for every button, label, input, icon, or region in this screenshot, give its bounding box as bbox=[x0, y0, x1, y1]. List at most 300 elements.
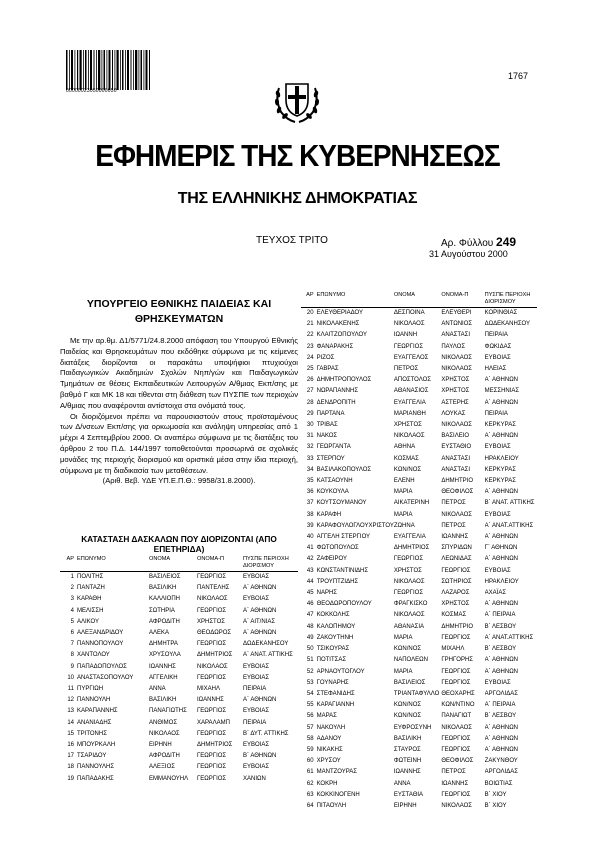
cell-surname: ΜΠΟΥΡΚΑΛΗ bbox=[77, 742, 116, 749]
cell-region: ΠΕΙΡΑΙΑ bbox=[243, 686, 267, 693]
cell-region: ΠΕΙΡΑΙΑ bbox=[484, 332, 508, 339]
cell-surname: ΣΤΕΡΠΟΥ bbox=[316, 455, 345, 462]
cell-father: ΚΩΝ/ΝΤΙΝΟ bbox=[441, 702, 475, 709]
cell-surname: ΚΑΤΣΑΟΥΝΗ bbox=[316, 478, 353, 485]
cell-father: ΘΕΟΔΩΡΟΣ bbox=[197, 630, 232, 637]
col-header-name: ΟΝΟΜΑ bbox=[394, 292, 441, 308]
cell-region: ΕΥΒΟΙΑΣ bbox=[243, 742, 270, 749]
cell-no: 59 bbox=[306, 746, 314, 753]
sheet-number bbox=[441, 235, 516, 249]
cell-name: ΔΕΣΠΟΙΝΑ bbox=[393, 310, 425, 316]
table-row bbox=[301, 622, 537, 633]
cell-surname: ΔΕΝΔΡΟΠΙΤΗ bbox=[316, 399, 356, 406]
cell-surname: ΝΑΚΟΥΛΗ bbox=[316, 724, 346, 731]
cell-surname: ΠΙΤΑΟΥΛΗ bbox=[316, 802, 347, 809]
cell-no: 58 bbox=[306, 735, 314, 742]
cell-father: ΓΕΩΡΓΙΟΣ bbox=[441, 567, 471, 574]
cell-name: ΒΑΣΙΛΕΙΟΣ bbox=[149, 574, 181, 580]
col-header-no: ΑΡ bbox=[301, 292, 317, 308]
cell-name: ΜΑΡΙΑ bbox=[393, 634, 413, 641]
issue-date: 31 Αυγούστου 2000 bbox=[429, 249, 508, 259]
col-header-no: ΑΡ bbox=[60, 556, 77, 572]
cell-no: 57 bbox=[306, 724, 314, 731]
page-title: ΕΦΗΜΕΡΙΣ ΤΗΣ ΚΥΒΕΡΝΗΣΕΩΣ bbox=[95, 138, 500, 173]
table-row bbox=[301, 498, 537, 509]
table-row bbox=[301, 779, 537, 790]
table-row bbox=[60, 774, 298, 785]
cell-no: 37 bbox=[306, 500, 314, 507]
cell-surname: ΠΑΝΤΑΖΗ bbox=[77, 585, 105, 592]
cell-surname: ΚΟΚΚΟΛΗΣ bbox=[316, 612, 350, 619]
cell-name: ΝΙΚΟΛΑΟΣ bbox=[393, 578, 425, 585]
cell-no: 53 bbox=[306, 679, 314, 686]
cell-surname: ΤΡΟΥΠΤΖΙΔΗΣ bbox=[316, 578, 359, 585]
table-title: ΚΑΤΑΣΤΑΣΗ ΔΑΣΚΑΛΩΝ ΠΟΥ ΔΙΟΡΙΖΟΝΤΑΙ (ΑΠΟ ΕΠΕΤΗΡΙΔΑ) bbox=[81, 534, 277, 554]
page-subtitle: ΤΗΣ ΕΛΛΗΝΙΚΗΣ ΔΗΜΟΚΡΑΤΙΑΣ bbox=[177, 190, 418, 207]
cell-region: Α΄ ΑΝΑΤ. ΑΤΤΙΚΗΣ bbox=[243, 652, 293, 659]
cell-no: 19 bbox=[67, 775, 74, 782]
cell-father: ΓΕΩΡΓΙΟΣ bbox=[197, 574, 227, 580]
cell-region: Α΄ ΑΘΗΝΩΝ bbox=[243, 630, 277, 637]
table-row bbox=[60, 695, 298, 706]
cell-surname: ΑΓΓΕΛΗ ΣΤΕΡΓΙΟΥ bbox=[316, 534, 371, 541]
cell-region: ΕΥΒΟΙΑΣ bbox=[243, 574, 270, 580]
cell-no: 24 bbox=[306, 354, 314, 361]
cell-name: ΝΙΚΟΛΑΟΣ bbox=[393, 433, 425, 440]
cell-name: ΒΑΣΙΛΙΚΗ bbox=[149, 585, 177, 592]
table-row bbox=[301, 532, 537, 543]
cell-surname: ΑΛΕΞΑΝΔΡΙΔΟΥ bbox=[77, 630, 124, 637]
cell-name: ΝΑΠΟΛΕΩΝ bbox=[393, 657, 428, 664]
cell-surname: ΒΑΣΙΛΑΚΟΠΟΥΛΟΣ bbox=[316, 466, 372, 473]
cell-no: 42 bbox=[306, 556, 314, 563]
table-row bbox=[301, 431, 537, 442]
cell-region: ΕΥΒΟΙΑΣ bbox=[243, 596, 270, 603]
cell-no: 43 bbox=[306, 567, 314, 574]
cell-name: ΣΤΑΥΡΟΣ bbox=[393, 746, 421, 753]
cell-no: 46 bbox=[306, 601, 314, 608]
table-row bbox=[301, 554, 537, 565]
col-header-name: ΟΝΟΜΑ bbox=[149, 556, 197, 572]
cell-no: 30 bbox=[306, 422, 314, 429]
decision-paragraph: Οι διοριζόμενοι πρέπει να παρουσιαστούν στους προϊσταμένους των Δ/νσεων Εκπ/σης για ορκωμοσία και ανάληψη υπηρεσίας από 1 μέχρι 4 Σεπτεμβρίου 2000. Οι αναπέρω σύμφωνα με τις διατάξεις του άρθρου 2 του Π.Δ. 144/1997 τοποθετούνται προσωρινά σε σχολικές μονάδες της περιοχής διορισμού και οριστικά μέσα στην ίδια περιοχή, σύμφωνα με τη διαδικασία των μεταθέσεων. bbox=[60, 411, 298, 475]
cell-father: ΓΕΩΡΓΙΟΣ bbox=[441, 735, 471, 742]
cell-name: ΧΡΗΣΤΟΣ bbox=[393, 567, 422, 574]
table-row bbox=[301, 353, 537, 364]
cell-name: ΕΙΡΗΝΗ bbox=[149, 742, 172, 749]
cell-region: ΕΥΒΟΙΑΣ bbox=[484, 354, 511, 361]
cell-region: Α΄ ΑΙΤ/ΝΙΑΣ bbox=[243, 618, 276, 625]
cell-no: 62 bbox=[306, 780, 314, 787]
cell-region: Β΄ ΧΙΟΥ bbox=[484, 802, 507, 809]
cell-surname: ΚΟΚΚΙΝΟΓΕΝΗ bbox=[316, 791, 360, 798]
cell-no: 32 bbox=[306, 444, 314, 451]
cell-father: ΠΑΝΑΓΙΩΤ bbox=[441, 713, 472, 720]
cell-region: Β΄ ΧΙΟΥ bbox=[484, 791, 507, 798]
cell-no: 25 bbox=[306, 366, 314, 373]
cell-name: ΔΗΜΗΤΡΙΟΣ bbox=[393, 545, 430, 552]
cell-father: ΓΕΩΡΓΙΟΣ bbox=[197, 641, 227, 648]
col-header-region: ΠΥΣΠΕ ΠΕΡΙΟΧΗ ΔΙΟΡΙΣΜΟΥ bbox=[485, 292, 537, 308]
table-row bbox=[301, 510, 537, 521]
cell-father: ΘΕΟΦΙΛΟΣ bbox=[441, 489, 474, 496]
cell-no: 29 bbox=[306, 410, 314, 417]
cell-surname: ΑΔΑΝΟΥ bbox=[316, 735, 342, 742]
table-row bbox=[301, 487, 537, 498]
cell-no: 20 bbox=[306, 310, 314, 316]
cell-surname: ΠΑΝΝΟΠΟΥΛΟΥ bbox=[77, 641, 124, 648]
cell-name: ΤΡΙΑΝΤΑΦΥΛΛΟ bbox=[393, 690, 440, 697]
cell-father: ΔΗΜΗΤΡΙΟΣ bbox=[197, 742, 233, 749]
cell-no: 39 bbox=[306, 522, 314, 529]
cell-name: ΓΕΩΡΓΙΟΣ bbox=[393, 590, 424, 597]
cell-region: Α΄ ΑΘΗΝΩΝ bbox=[484, 399, 519, 406]
table-row bbox=[301, 588, 537, 599]
table-row bbox=[301, 465, 537, 476]
cell-region: ΕΥΒΟΙΑΣ bbox=[484, 444, 511, 451]
cell-father: ΓΕΩΡΓΙΟΣ bbox=[197, 708, 227, 715]
cell-surname: ΓΟΥΝΑΡΗΣ bbox=[316, 679, 349, 686]
cell-no: 33 bbox=[306, 455, 314, 462]
cell-name: ΕΜΜΑΝΟΥΗΛ bbox=[149, 775, 189, 782]
cell-surname: ΡΙΖΟΣ bbox=[316, 354, 335, 361]
cell-region: Β΄ ΛΕΣΒΟΥ bbox=[484, 623, 517, 630]
col-header-surname: ΕΠΩΝΥΜΟ bbox=[317, 292, 394, 308]
cell-region: Α΄ ΑΘΗΝΩΝ bbox=[484, 746, 519, 753]
cell-region: Β΄ ΛΕΣΒΟΥ bbox=[484, 646, 517, 653]
cell-father: ΚΟΣΜΑΣ bbox=[441, 612, 467, 619]
cell-name: ΣΩΤΗΡΙΑ bbox=[149, 607, 175, 614]
cell-surname: ΚΑΡΑΠΑΝΝΗΣ bbox=[77, 708, 118, 715]
cell-no: 49 bbox=[306, 634, 314, 641]
cell-surname: ΠΟΛΙΤΗΣ bbox=[77, 574, 104, 580]
cell-name: ΧΡΥΣΟΥΛΑ bbox=[149, 652, 181, 659]
cell-father: ΠΑΥΛΟΣ bbox=[441, 343, 466, 350]
cell-surname: ΔΗΜΗΤΡΟΠΟΥΛΟΣ bbox=[316, 377, 372, 384]
decision-text bbox=[60, 336, 298, 487]
cell-father: ΙΩΑΝΝΗΣ bbox=[441, 534, 469, 541]
cell-father: ΙΩΑΝΝΗΣ bbox=[441, 780, 469, 787]
cell-surname: ΠΑΠΑΔΟΠΟΥΛΟΣ bbox=[77, 663, 127, 670]
cell-region: Α΄ ΑΘΗΝΩΝ bbox=[484, 724, 519, 731]
cell-no: 27 bbox=[306, 388, 314, 395]
cell-name: ΑΘΑΝΑΣΙΟΣ bbox=[393, 388, 429, 395]
cell-surname: ΜΑΝΤΖΟΥΡΑΣ bbox=[316, 769, 358, 776]
cell-father: ΓΕΩΡΓΙΟΣ bbox=[441, 791, 471, 798]
cell-father: ΕΛΕΥΘΕΡΙ bbox=[441, 310, 472, 316]
cell-surname: ΑΛΙΚΟΥ bbox=[77, 618, 99, 625]
cell-no: 11 bbox=[67, 686, 74, 693]
table-row bbox=[301, 342, 537, 353]
cell-surname: ΚΛΑΙΤΖΟΠΟΥΛΟΥ bbox=[316, 332, 368, 339]
col-header-surname: ΕΠΩΝΥΜΟ bbox=[77, 556, 149, 572]
cell-surname: ΚΑΡΑΦΟΥΛΟΓΛΟΥΧΡΙΣΤΟΥ bbox=[316, 522, 394, 529]
cell-no: 2 bbox=[70, 585, 74, 592]
cell-no: 13 bbox=[67, 708, 74, 715]
cell-region: Β΄ ΔΥΤ. ΑΤΤΙΚΗΣ bbox=[243, 730, 289, 737]
cell-surname: ΖΑΚΟΥΤΗΝΗ bbox=[316, 634, 354, 641]
cell-father: ΠΕΤΡΟΣ bbox=[441, 500, 466, 507]
cell-region: Α΄ ΠΕΙΡΑΙΑ bbox=[484, 612, 516, 619]
cell-no: 7 bbox=[70, 641, 74, 648]
cell-surname: ΠΟΤΙΤΣΑΣ bbox=[316, 657, 347, 664]
table-row bbox=[301, 801, 537, 812]
cell-region: ΔΩΔΕΚΑΝΗΣΟΥ bbox=[484, 321, 531, 328]
cell-region: Β΄ ΑΝΑΤ. ΑΤΤΙΚΗΣ bbox=[484, 500, 535, 507]
cell-surname: ΜΑΡΑΣ bbox=[316, 713, 337, 720]
cell-region: Α΄ ΑΘΗΝΩΝ bbox=[484, 534, 519, 541]
cell-surname: ΤΡΙΒΑΣ bbox=[316, 422, 338, 429]
cell-no: 14 bbox=[67, 719, 74, 726]
cell-father: ΑΝΑΣΤΑΣΙ bbox=[441, 466, 470, 473]
cell-region: ΔΩΔΕΚΑΝΗΣΟΥ bbox=[243, 641, 289, 648]
table-row bbox=[301, 566, 537, 577]
cell-surname: ΧΑΝΤΟΛΟΥ bbox=[77, 652, 110, 659]
cell-no: 40 bbox=[306, 534, 314, 541]
cell-no: 1 bbox=[70, 574, 74, 580]
col-header-father: ΟΝΟΜΑ-Π bbox=[441, 292, 484, 308]
cell-father: ΓΕΩΡΓΙΟΣ bbox=[197, 607, 227, 614]
cell-name: ΑΝΝΑ bbox=[393, 780, 411, 787]
cell-region: ΖΑΚΥΝΘΟΥ bbox=[484, 758, 518, 765]
cell-name: ΚΑΛΛΙΟΠΗ bbox=[149, 596, 181, 603]
cell-surname: ΑΝΑΣΤΑΣΟΠΟΥΛΟΥ bbox=[77, 674, 134, 681]
cell-father: ΔΗΜΗΤΡΙΟΣ bbox=[197, 652, 233, 659]
cell-region: ΕΥΒΟΙΑΣ bbox=[484, 511, 511, 518]
cell-father: ΓΡΗΓΟΡΗΣ bbox=[441, 657, 473, 664]
cell-name: ΕΥΑΓΓΕΛΙΑ bbox=[393, 534, 426, 541]
cell-name: ΒΑΣΙΛΙΚΗ bbox=[393, 735, 422, 742]
cell-surname: ΣΤΕΦΑΝΙΔΗΣ bbox=[316, 690, 355, 697]
table-row bbox=[60, 617, 298, 628]
page-number: 1767 bbox=[508, 71, 529, 81]
cell-region: ΕΥΒΟΙΑΣ bbox=[243, 764, 270, 771]
cell-name: ΜΑΡΙΑ bbox=[393, 668, 413, 675]
cell-no: 6 bbox=[70, 630, 74, 637]
cell-name: ΝΙΚΟΛΑΟΣ bbox=[149, 730, 180, 737]
cell-surname: ΚΑΡΑΓΙΑΝΝΗ bbox=[316, 702, 355, 709]
cell-region: Α΄ ΑΘΗΝΩΝ bbox=[484, 433, 519, 440]
cell-name: ΑΛΕΚΑ bbox=[149, 630, 170, 637]
cell-father: ΝΙΚΟΛΑΟΣ bbox=[441, 511, 472, 518]
table-row bbox=[301, 610, 537, 621]
cell-father: ΕΥΣΤΑΘΙΟ bbox=[441, 444, 472, 451]
cell-father: ΝΙΚΟΛΑΟΣ bbox=[441, 802, 472, 809]
cell-no: 47 bbox=[306, 612, 314, 619]
cell-region: Α΄ ΑΘΗΝΩΝ bbox=[484, 668, 519, 675]
cell-region: Β΄ ΑΘΗΝΩΝ bbox=[243, 753, 277, 760]
cell-region: ΕΥΒΟΙΑΣ bbox=[484, 567, 511, 574]
table-row bbox=[301, 790, 537, 801]
cell-father: ΝΙΚΟΛΑΟΣ bbox=[197, 663, 228, 670]
cell-no: 63 bbox=[306, 791, 314, 798]
cell-no: 17 bbox=[67, 753, 74, 760]
table-row bbox=[301, 700, 537, 711]
cell-region: Γ΄ ΑΘΗΝΩΝ bbox=[484, 545, 518, 552]
cell-region: ΚΕΡΚΥΡΑΣ bbox=[484, 422, 516, 429]
cell-name: ΑΓΓΕΛΙΚΗ bbox=[149, 674, 178, 681]
table-row bbox=[60, 706, 298, 717]
cell-region: ΚΟΡΙΝΘΙΑΣ bbox=[484, 310, 518, 316]
cell-father: ΛΟΥΚΑΣ bbox=[441, 410, 466, 417]
cell-name: ΜΑΡΙΑ bbox=[393, 511, 413, 518]
table-row bbox=[301, 767, 537, 778]
table-row bbox=[301, 375, 537, 386]
cell-surname: ΚΑΛΟΠΗΜΟΥ bbox=[316, 623, 356, 630]
table-row bbox=[60, 729, 298, 740]
table-row bbox=[60, 606, 298, 617]
ministry-heading: ΥΠΟΥΡΓΕΙΟ ΕΘΝΙΚΗΣ ΠΑΙΔΕΙΑΣ ΚΑΙ ΘΡΗΣΚΕΥΜΑΤΩΝ bbox=[86, 298, 272, 325]
cell-name: ΑΠΟΣΤΟΛΟΣ bbox=[393, 377, 431, 384]
cell-no: 48 bbox=[306, 623, 314, 630]
cell-region: Α΄ ΑΝΑΤ.ΑΤΤΙΚΗΣ bbox=[484, 634, 534, 641]
cell-father: ΧΡΗΣΤΟΣ bbox=[441, 377, 470, 384]
cell-surname: ΚΑΡΑΘΗ bbox=[77, 596, 102, 603]
table-row bbox=[301, 476, 537, 487]
cell-region: Α΄ ΑΘΗΝΩΝ bbox=[243, 585, 277, 592]
cell-region: Α΄ ΑΝΑΤ.ΑΤΤΙΚΗΣ bbox=[484, 522, 534, 529]
table-row bbox=[301, 308, 537, 320]
cell-region: ΜΕΣΣΗΝΙΑΣ bbox=[484, 388, 520, 395]
cell-father: ΓΕΩΡΓΙΟΣ bbox=[441, 746, 471, 753]
table-row bbox=[60, 650, 298, 661]
table-row bbox=[301, 644, 537, 655]
cell-region: Α΄ ΑΘΗΝΩΝ bbox=[484, 601, 519, 608]
cell-surname: ΝΩΡΑΠΑΝΝΗΣ bbox=[316, 388, 359, 395]
cell-father: ΓΕΩΡΓΙΟΣ bbox=[197, 730, 227, 737]
table-row bbox=[301, 734, 537, 745]
table-row bbox=[301, 442, 537, 453]
decision-reference: (Αριθ. Βεβ. ΥΔΕ ΥΠ.Ε.Π.Θ.: 9958/31.8.2000). bbox=[102, 476, 256, 486]
cell-father: ΑΣΤΕΡΗΣ bbox=[441, 399, 469, 406]
cell-surname: ΘΕΟΔΩΡΟΠΟΥΛΟΥ bbox=[316, 601, 372, 608]
cell-father: ΝΙΚΟΛΑΟΣ bbox=[441, 354, 472, 361]
cell-name: ΚΟΣΜΑΣ bbox=[393, 455, 419, 462]
cell-father: ΛΑΖΑΡΟΣ bbox=[441, 590, 470, 597]
cell-father: ΜΙΧΑΗΛ bbox=[441, 646, 465, 653]
cell-no: 15 bbox=[67, 730, 74, 737]
sheet-label: Αρ. Φύλλου bbox=[441, 238, 494, 249]
cell-father: ΠΑΝΤΕΛΗΣ bbox=[197, 585, 230, 592]
cell-father: ΓΕΩΡΓΙΟΣ bbox=[197, 674, 227, 681]
barcode-number: 00000023050000050 bbox=[66, 88, 117, 94]
cell-region: ΑΡΓΟΛΙΔΑΣ bbox=[484, 690, 518, 697]
cell-name: ΦΡΑΓΚΙΣΚΟ bbox=[393, 601, 428, 608]
table-row bbox=[301, 599, 537, 610]
cell-name: ΕΥΑΓΓΕΛΙΑ bbox=[393, 399, 426, 406]
cell-father: ΧΡΗΣΤΟΣ bbox=[441, 601, 470, 608]
appointments-table-right bbox=[301, 292, 537, 812]
cell-name: ΓΕΩΡΓΙΟΣ bbox=[393, 343, 424, 350]
cell-no: 60 bbox=[306, 758, 314, 765]
cell-father: ΓΕΩΡΓΙΟΣ bbox=[197, 764, 227, 771]
col-header-father: ΟΝΟΜΑ-Π bbox=[197, 556, 243, 572]
cell-region: Α΄ ΠΕΙΡΑΙΑ bbox=[484, 702, 516, 709]
table-row bbox=[301, 319, 537, 330]
cell-name: ΕΥΦΡΟΣΥΝΗ bbox=[393, 724, 432, 731]
cell-surname: ΝΑΚΟΣ bbox=[316, 433, 338, 440]
cell-father: ΒΑΣΙΛΕΙΟ bbox=[441, 433, 470, 440]
cell-no: 10 bbox=[67, 674, 74, 681]
cell-father: ΙΩΑΝΝΗΣ bbox=[197, 697, 224, 704]
cell-no: 41 bbox=[306, 545, 314, 552]
cell-surname: ΝΙΚΑΚΗΣ bbox=[316, 746, 343, 753]
cell-no: 38 bbox=[306, 511, 314, 518]
cell-surname: ΚΑΡΑΦΗ bbox=[316, 511, 342, 518]
cell-surname: ΕΛΕΥΘΕΡΙΑΔΟΥ bbox=[316, 310, 363, 316]
table-row bbox=[60, 762, 298, 773]
table-row bbox=[301, 521, 537, 532]
cell-name: ΕΥΣΤΑΘΙΑ bbox=[393, 791, 424, 798]
cell-surname: ΚΟΚΡΗ bbox=[316, 780, 338, 787]
cell-surname: ΦΩΤΟΠΟΥΛΟΣ bbox=[316, 545, 359, 552]
table-row bbox=[301, 409, 537, 420]
cell-surname: ΠΑΝΝΟΥΛΗΣ bbox=[77, 764, 115, 771]
cell-name: ΜΑΡΙΑ bbox=[393, 489, 413, 496]
cell-name: ΑΦΡΟΔΙΤΗ bbox=[149, 753, 180, 760]
cell-father: ΔΗΜΗΤΡΙΟ bbox=[441, 623, 474, 630]
cell-father: ΧΑΡΑΛΑΜΠ bbox=[197, 719, 230, 726]
cell-no: 52 bbox=[306, 668, 314, 675]
cell-no: 21 bbox=[306, 321, 314, 328]
table-row bbox=[60, 594, 298, 605]
cell-no: 45 bbox=[306, 590, 314, 597]
cell-father: ΓΕΩΡΓΙΟΣ bbox=[441, 679, 471, 686]
cell-surname: ΚΩΝΣΤΑΝΤΙΝΙΔΗΣ bbox=[316, 567, 369, 574]
cell-name: ΑΛΕΞΙΟΣ bbox=[149, 764, 175, 771]
cell-name: ΑΦΡΟΔΙΤΗ bbox=[149, 618, 180, 625]
cell-region: ΗΡΑΚΛΕΙΟΥ bbox=[484, 455, 519, 462]
cell-surname: ΝΙΚΟΛΑΚΕΝΗΣ bbox=[316, 321, 360, 328]
cell-no: 34 bbox=[306, 466, 314, 473]
cell-name: ΕΥΑΓΓΕΛΟΣ bbox=[393, 354, 429, 361]
table-row bbox=[301, 330, 537, 341]
cell-surname: ΓΕΩΡΓΑΝΤΑ bbox=[316, 444, 351, 451]
cell-father: ΘΕΟΧΑΡΗΣ bbox=[441, 690, 475, 697]
cell-surname: ΤΣΑΡΙΔΟΥ bbox=[77, 753, 107, 760]
cell-father: ΠΕΤΡΟΣ bbox=[441, 522, 466, 529]
cell-no: 50 bbox=[306, 646, 314, 653]
cell-region: ΑΧΑΪΑΣ bbox=[484, 590, 507, 597]
cell-region: ΑΡΓΟΛΙΔΑΣ bbox=[484, 769, 518, 776]
cell-father: ΔΗΜΗΤΡΙΟ bbox=[441, 478, 474, 485]
table-row bbox=[301, 756, 537, 767]
cell-name: ΝΙΚΟΛΑΟΣ bbox=[393, 612, 425, 619]
table-row bbox=[301, 678, 537, 689]
sheet-number-value: 249 bbox=[496, 235, 517, 249]
cell-name: ΔΗΜΗΤΡΑ bbox=[149, 641, 178, 648]
table-row bbox=[60, 662, 298, 673]
cell-father: ΜΙΧΑΗΛ bbox=[197, 686, 221, 693]
cell-father: ΣΠΥΡΙΔΩΝ bbox=[441, 545, 472, 552]
cell-surname: ΚΟΥΚΟΥΛΑ bbox=[316, 489, 349, 496]
issue-type: ΤΕΥΧΟΣ ΤΡΙΤΟ bbox=[256, 235, 328, 246]
cell-surname: ΓΑΒΡΑΣ bbox=[316, 366, 339, 373]
cell-name: ΑΘΑΝΑΣΙΑ bbox=[393, 623, 425, 630]
cell-name: ΑΝΝΑ bbox=[149, 686, 166, 693]
cell-father: ΑΝΑΣΤΑΣΙ bbox=[441, 455, 470, 462]
cell-surname: ΚΟΥΤΣΟΥΜΑΝΟΥ bbox=[316, 500, 367, 507]
cell-no: 12 bbox=[67, 697, 74, 704]
cell-no: 26 bbox=[306, 377, 314, 384]
cell-region: ΠΕΙΡΑΙΑ bbox=[243, 719, 267, 726]
cell-father: ΧΡΗΣΤΟΣ bbox=[197, 618, 225, 625]
cell-no: 23 bbox=[306, 343, 314, 350]
cell-surname: ΑΡΝΑΟΥΤΟΓΛΟΥ bbox=[316, 668, 365, 675]
cell-surname: ΧΡΥΣΟΥ bbox=[316, 758, 341, 765]
cell-region: ΗΡΑΚΛΕΙΟΥ bbox=[484, 578, 519, 585]
cell-father: ΑΝΑΣΤΑΣΙ bbox=[441, 332, 470, 339]
